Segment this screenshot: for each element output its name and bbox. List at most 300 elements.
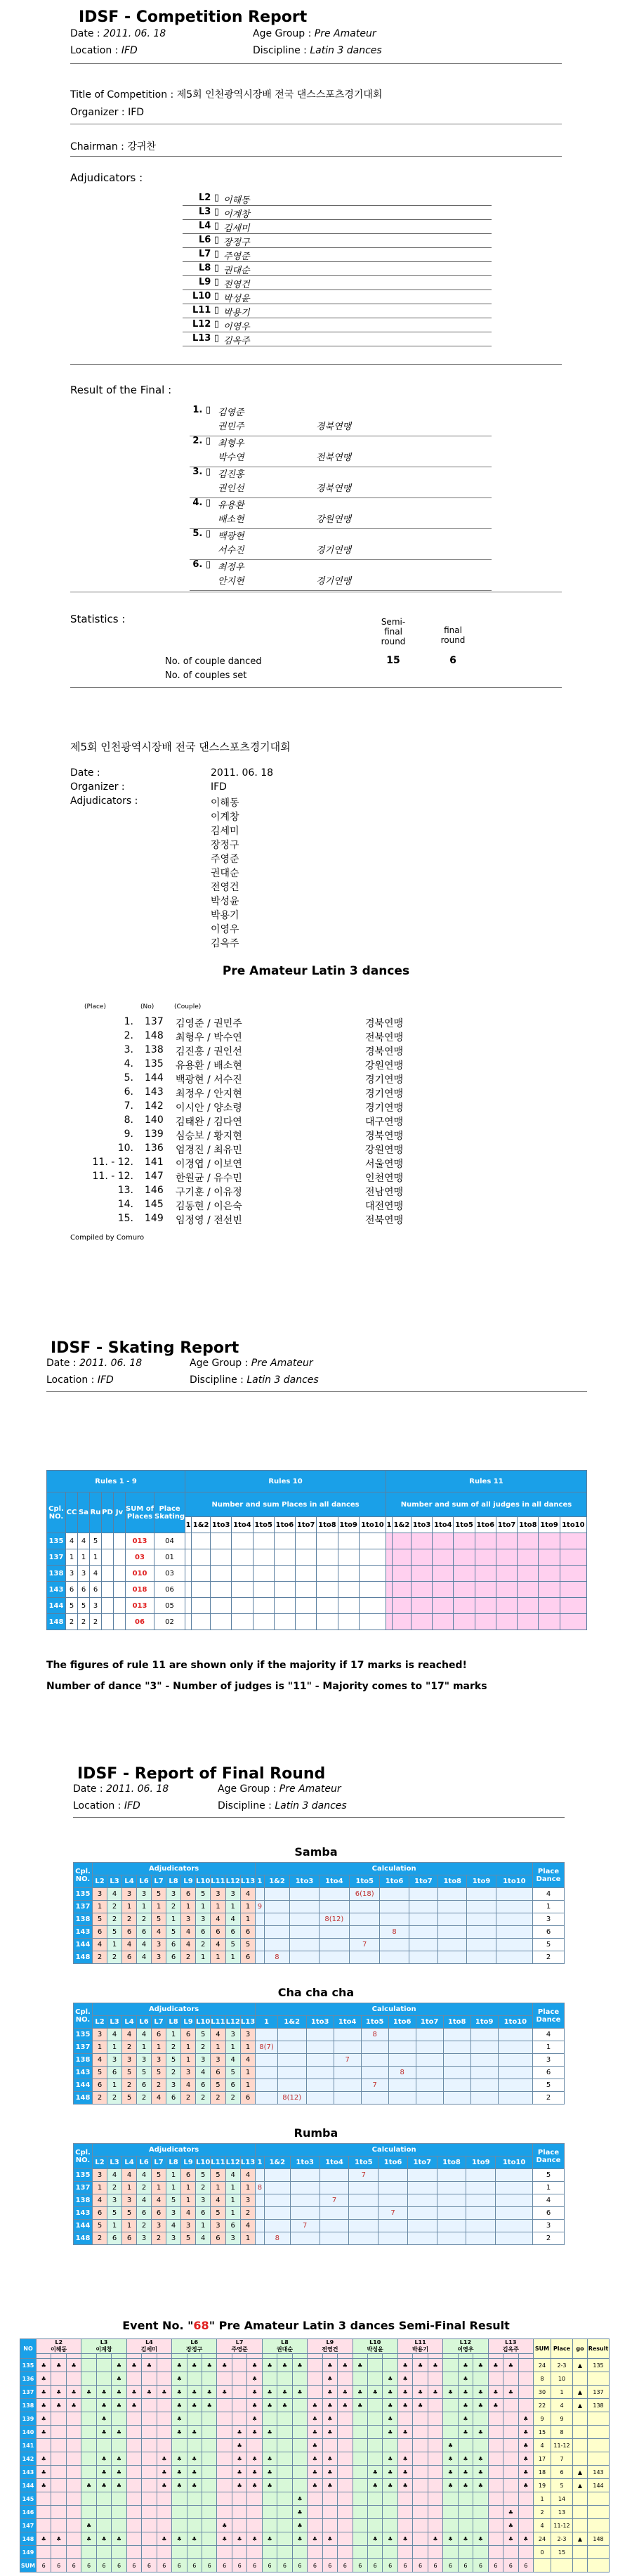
fr-age-label: Age Group : Pre Amateur — [218, 1783, 341, 1795]
judge-mark — [96, 2492, 111, 2506]
judge-mark: 6 — [211, 2232, 225, 2245]
col-dance-sub — [66, 2354, 81, 2359]
judge-mark: 2 — [211, 2092, 225, 2105]
partner-1: 최정우 — [218, 562, 244, 573]
cpl-no: 137 — [47, 1549, 66, 1566]
judge-mark: 6 — [93, 2207, 107, 2220]
calc-cell — [467, 1901, 496, 1913]
calc-cell — [409, 1913, 437, 1926]
col-judge — [217, 2339, 262, 2354]
judge-mark — [126, 2546, 141, 2559]
judge-code: L4 — [145, 2339, 153, 2346]
judge-mark: 3 — [166, 2079, 181, 2092]
judge-mark: ♣ — [37, 2532, 51, 2546]
judge-mark — [322, 2546, 337, 2559]
judge-mark: ♣ — [262, 2452, 277, 2466]
judge-mark: 1 — [181, 2194, 196, 2207]
summary-adjudicators-label: Adjudicators : — [70, 795, 138, 807]
judge-mark — [66, 2492, 81, 2506]
col-calc: 1to9 — [467, 1875, 496, 1888]
rule10-cell — [317, 1614, 338, 1630]
judge-mark: ♣ — [187, 2386, 202, 2399]
judge-mark: ♣ — [458, 2452, 473, 2466]
sf-row — [20, 2479, 610, 2492]
calc-cell — [498, 2029, 532, 2041]
judge-mark: 3 — [196, 2194, 211, 2207]
judge-mark: 6 — [225, 1926, 240, 1939]
col-range: 1to5 — [454, 1517, 475, 1533]
judge-mark — [413, 2412, 428, 2426]
judge-mark: ♣ — [458, 2532, 473, 2546]
judge-mark: ♣ — [322, 2479, 337, 2492]
place-dance: 4 — [533, 2029, 565, 2041]
divider — [70, 156, 562, 157]
skating-row — [47, 1598, 587, 1614]
judge-mark: ♣ — [473, 2359, 488, 2372]
empty-cell — [588, 2559, 610, 2572]
calc-cell — [437, 2220, 466, 2232]
col-dance-sub — [413, 2354, 428, 2359]
judge-mark: 2 — [181, 1951, 196, 1964]
rule11-cell — [433, 1582, 454, 1598]
judge-mark: ♣ — [66, 2399, 81, 2412]
judge-mark — [202, 2439, 216, 2452]
judge-mark — [518, 2372, 534, 2386]
col-adjudicators: Adjudicators — [93, 1863, 256, 1875]
judge-mark: ♣ — [247, 2426, 262, 2439]
calc-cell — [264, 2194, 290, 2207]
place-dance: 5 — [533, 2169, 565, 2182]
judge-mark — [96, 2519, 111, 2532]
judge-mark — [428, 2466, 442, 2479]
col-judge: L11 — [211, 2157, 225, 2169]
calc-cell — [290, 2169, 320, 2182]
calc-cell — [256, 1926, 264, 1939]
calc-cell — [380, 1913, 409, 1926]
rule10-cell — [338, 1566, 359, 1582]
judge-mark — [308, 2492, 322, 2506]
judge-name: 김세미 — [140, 2346, 157, 2353]
col-judge: L4 — [122, 2157, 137, 2169]
skating-report-title: IDSF - Skating Report — [51, 1339, 239, 1357]
judge-mark — [202, 2546, 216, 2559]
judge-mark — [112, 2546, 126, 2559]
col-judge — [308, 2339, 353, 2354]
calc-cell: 8(7) — [256, 2041, 278, 2054]
judge-mark — [112, 2506, 126, 2519]
judge-code: L12 — [459, 2339, 472, 2346]
judge-mark: 2 — [196, 1939, 211, 1951]
judge-mark — [458, 2519, 473, 2532]
judge-mark: 6 — [225, 2079, 240, 2092]
calc-cell — [264, 1888, 290, 1901]
col-judge — [172, 2339, 217, 2354]
judge-mark — [397, 2506, 412, 2519]
col-dance-sub — [308, 2354, 322, 2359]
judge-mark: 5 — [166, 1926, 181, 1939]
rule10-cell — [317, 1533, 338, 1549]
judge-mark: 4 — [211, 1913, 225, 1926]
dance-title: Samba — [294, 1845, 338, 1859]
judge-mark — [126, 2506, 141, 2519]
judge-mark — [126, 2412, 141, 2426]
place-dance: 6 — [533, 2067, 565, 2079]
rule11-cell — [393, 1614, 412, 1630]
col-dance-sub — [338, 2354, 353, 2359]
calc-cell — [361, 2041, 388, 2054]
judge-mark — [96, 2372, 111, 2386]
judge-mark: ♣ — [397, 2479, 412, 2492]
judge-mark: 3 — [122, 1888, 137, 1901]
calc-cell — [443, 2029, 470, 2041]
cpl-no: 148 — [74, 1951, 93, 1964]
rule11-cell — [475, 1549, 496, 1566]
judge-mark: ♣ — [443, 2439, 458, 2452]
judge-mark — [383, 2519, 397, 2532]
judge-mark: 5 — [152, 1888, 166, 1901]
judge-mark: ♣ — [488, 2386, 503, 2399]
col-calc: 1to10 — [498, 2016, 532, 2029]
judge-mark — [308, 2506, 322, 2519]
result-couple: 이시안 / 양소령 — [176, 1102, 242, 1114]
adjudicator-row — [183, 263, 492, 276]
judge-mark: 3 — [240, 2029, 255, 2041]
judge-mark: ♣ — [112, 2466, 126, 2479]
dance-place — [102, 1566, 114, 1582]
judge-mark: ♣ — [458, 2466, 473, 2479]
judge-mark: 1 — [107, 2079, 122, 2092]
judge-mark — [247, 2506, 262, 2519]
judge-mark: 5 — [240, 1939, 255, 1951]
judge-mark — [142, 2532, 157, 2546]
summary-adjudicator: 전영건 — [211, 882, 239, 893]
sk-date-label: Date : 2011. 06. 18 — [46, 1358, 143, 1369]
judge-mark: 6 — [196, 2207, 211, 2220]
rule10-cell — [232, 1598, 253, 1614]
judge-mark — [66, 2506, 81, 2519]
judge-mark: ♣ — [383, 2532, 397, 2546]
column-sum: 6 — [338, 2559, 353, 2572]
judge-mark: 3 — [107, 2054, 122, 2067]
col-dance-sub — [187, 2354, 202, 2359]
rule11-cell — [433, 1566, 454, 1582]
calc-cell — [470, 2029, 498, 2041]
adjudicator-name: 김옥주 — [223, 336, 250, 346]
sf-row — [20, 2506, 610, 2519]
competition-report-title: IDSF - Competition Report — [79, 8, 308, 26]
calc-cell — [277, 2067, 306, 2079]
calc-cell — [409, 1939, 437, 1951]
rule11-cell — [539, 1614, 560, 1630]
skating-row — [47, 1533, 587, 1549]
judge-mark: ♣ — [262, 2466, 277, 2479]
place-skating: 06 — [154, 1582, 185, 1598]
judge-mark — [353, 2452, 367, 2466]
judge-mark: ♣ — [397, 2452, 412, 2466]
judge-mark: ♣ — [157, 2452, 171, 2466]
judge-mark — [157, 2399, 171, 2412]
club: 경북연맹 — [316, 483, 352, 494]
judge-mark — [81, 2412, 96, 2426]
rule11-cell — [496, 1549, 517, 1566]
col-calc: 1to3 — [290, 1875, 319, 1888]
col-dance-sub — [262, 2354, 277, 2359]
calc-cell — [388, 2041, 416, 2054]
rule10-cell — [338, 1533, 359, 1549]
summary-adjudicator: 이계창 — [211, 812, 239, 823]
judge-mark — [488, 2426, 503, 2439]
col-calc: 1&2 — [264, 1875, 290, 1888]
judge-mark — [81, 2372, 96, 2386]
judge-mark: 3 — [166, 2232, 181, 2245]
judge-mark: ♣ — [157, 2479, 171, 2492]
judge-mark — [428, 2506, 442, 2519]
rule11-cell — [560, 1614, 586, 1630]
judge-mark — [66, 2439, 81, 2452]
rule10-cell — [359, 1566, 386, 1582]
judge-mark — [503, 2372, 518, 2386]
rule11-cell — [518, 1549, 539, 1566]
judge-mark — [96, 2439, 111, 2452]
column-sum: 6 — [353, 2559, 367, 2572]
judge-mark: 4 — [93, 1939, 107, 1951]
calc-cell — [350, 1926, 380, 1939]
judge-mark: ♣ — [172, 2479, 187, 2492]
row-go — [573, 2546, 588, 2559]
sf-row — [20, 2439, 610, 2452]
rules-11-header: Rules 11 — [386, 1471, 586, 1492]
calc-cell — [388, 2029, 416, 2041]
calc-cell — [256, 2092, 278, 2105]
judge-mark: ♣ — [232, 2479, 246, 2492]
judge-mark — [232, 2546, 246, 2559]
stat-row-danced-label: No. of couple danced — [165, 656, 262, 667]
judge-mark: ♣ — [397, 2386, 412, 2399]
judge-mark — [262, 2372, 277, 2386]
col-dance-sub — [383, 2354, 397, 2359]
dance-place: 5 — [90, 1533, 102, 1549]
judge-mark — [473, 2546, 488, 2559]
rule11-cell — [393, 1582, 412, 1598]
col-dance-sub — [157, 2354, 171, 2359]
fr-subheader-row — [74, 2016, 565, 2029]
calc-cell: 7 — [378, 2207, 408, 2220]
col-range: 1&2 — [393, 1517, 412, 1533]
judge-mark — [142, 2426, 157, 2439]
col-calc: 1to7 — [409, 1875, 437, 1888]
judge-mark — [232, 2359, 246, 2372]
dance-place — [102, 1549, 114, 1566]
final-place: 6. ▯ — [192, 559, 211, 570]
calc-cell — [437, 2194, 466, 2207]
judge-mark — [172, 2519, 187, 2532]
judge-mark: 1 — [240, 2232, 255, 2245]
judge-mark: 4 — [225, 2169, 240, 2182]
judge-mark — [262, 2492, 277, 2506]
rule10-cell — [359, 1549, 386, 1566]
judge-mark — [217, 2466, 232, 2479]
judge-mark: 1 — [181, 2182, 196, 2194]
judge-mark — [81, 2546, 96, 2559]
dance-place: 2 — [66, 1614, 78, 1630]
col-calc: 1to8 — [437, 2157, 466, 2169]
dance-place — [114, 1549, 126, 1566]
judge-mark — [397, 2439, 412, 2452]
place-dance: 1 — [533, 2041, 565, 2054]
row-result: 135 — [588, 2359, 610, 2372]
adjudicator-row — [183, 193, 492, 206]
judge-mark: 3 — [225, 1888, 240, 1901]
col-calc: 1 — [256, 2157, 265, 2169]
col-judge: L4 — [122, 1875, 137, 1888]
cpl-no: 135 — [20, 2359, 37, 2372]
judge-mark: 2 — [225, 2092, 240, 2105]
judge-mark: 6 — [181, 2169, 196, 2182]
judge-mark: ♣ — [458, 2426, 473, 2439]
col-calc: 1to9 — [470, 2016, 498, 2029]
calc-cell — [290, 1926, 319, 1939]
judge-mark — [322, 2439, 337, 2452]
rule11-cell — [411, 1582, 432, 1598]
judge-mark: 2 — [122, 2079, 137, 2092]
rule11-cell — [454, 1614, 475, 1630]
judge-mark — [383, 2506, 397, 2519]
judge-mark: 4 — [166, 2220, 181, 2232]
judge-mark: 4 — [93, 2054, 107, 2067]
col-judge: L11 — [211, 2016, 225, 2029]
result-club: 강원연맹 — [365, 1060, 404, 1072]
adjudicator-name: 전영건 — [223, 280, 250, 290]
rule10-cell — [274, 1566, 295, 1582]
col-judge — [488, 2339, 533, 2354]
adjudicator-code: L13 ▯ — [192, 333, 219, 344]
judge-mark — [66, 2372, 81, 2386]
judge-mark — [413, 2546, 428, 2559]
rule11-cell — [393, 1533, 412, 1549]
judge-mark: 3 — [196, 2054, 211, 2067]
calc-cell — [407, 2169, 437, 2182]
calc-cell — [290, 2207, 320, 2220]
rule11-cell — [539, 1582, 560, 1598]
result-place: 10. — [117, 1143, 133, 1154]
rule10-cell — [317, 1566, 338, 1582]
judge-name: 권대순 — [276, 2346, 294, 2353]
judge-mark — [277, 2546, 292, 2559]
judge-mark — [338, 2412, 353, 2426]
judge-mark — [338, 2546, 353, 2559]
judge-mark: 4 — [240, 2169, 255, 2182]
adjudicator-code: L4 ▯ — [198, 221, 219, 231]
row-result: 148 — [588, 2532, 610, 2546]
adjudicator-code: L7 ▯ — [198, 249, 219, 259]
row-go — [573, 2412, 588, 2426]
row-result — [588, 2439, 610, 2452]
calc-cell — [407, 2194, 437, 2207]
row-go — [573, 2372, 588, 2386]
col-calc: 1 — [256, 1875, 264, 1888]
dance-place: 1 — [66, 1549, 78, 1566]
col-calc: 1to5 — [350, 1875, 380, 1888]
col-cpl-no: Cpl. NO. — [74, 2144, 93, 2169]
judge-mark: ♣ — [383, 2452, 397, 2466]
judge-mark: ♣ — [322, 2532, 337, 2546]
row-place: 4 — [551, 2399, 573, 2412]
fr-header-row — [74, 2003, 565, 2016]
rule11-cell — [475, 1614, 496, 1630]
judge-name: 장정구 — [186, 2346, 203, 2353]
judge-mark — [66, 2426, 81, 2439]
judge-mark: ♣ — [81, 2386, 96, 2399]
judge-mark — [217, 2479, 232, 2492]
col-sum: SUM — [534, 2339, 551, 2359]
col-judge: L13 — [240, 2016, 255, 2029]
judge-mark: ♣ — [202, 2359, 216, 2372]
rule10-cell — [338, 1549, 359, 1566]
judge-mark: ♣ — [518, 2532, 534, 2546]
cpl-no: 144 — [74, 1939, 93, 1951]
row-go — [573, 2506, 588, 2519]
col-cpl-no: Cpl. NO. — [47, 1492, 66, 1533]
rule10-cell — [317, 1582, 338, 1598]
summary-adjudicator: 박성윤 — [211, 896, 239, 907]
col-judge: L3 — [107, 2016, 122, 2029]
col-dance-sub — [96, 2354, 111, 2359]
age-group-label: Age Group : Pre Amateur — [253, 28, 376, 39]
judge-mark — [338, 2452, 353, 2466]
col-range: 1 — [185, 1517, 192, 1533]
column-sum: 6 — [458, 2559, 473, 2572]
judge-mark: ♣ — [397, 2426, 412, 2439]
rule11-cell — [560, 1549, 586, 1566]
judge-mark: ♣ — [488, 2399, 503, 2412]
result-club: 경기연맹 — [365, 1102, 404, 1114]
rule10-cell — [274, 1614, 295, 1630]
fr-row — [74, 2194, 565, 2207]
judge-mark — [51, 2439, 66, 2452]
judge-mark: ♣ — [157, 2532, 171, 2546]
col-range: 1to5 — [253, 1517, 274, 1533]
adjudicator-row — [183, 291, 492, 304]
judge-mark — [367, 2506, 382, 2519]
row-result: 143 — [588, 2466, 610, 2479]
calc-cell: 9 — [256, 1901, 264, 1913]
calc-cell — [496, 2169, 533, 2182]
fr-row — [74, 2207, 565, 2220]
judge-mark: ♣ — [367, 2479, 382, 2492]
col-dance-sub — [37, 2354, 51, 2359]
judge-mark — [503, 2466, 518, 2479]
judge-mark — [503, 2399, 518, 2412]
fr-row — [74, 2182, 565, 2194]
judge-mark — [503, 2479, 518, 2492]
rule10-cell — [211, 1533, 232, 1549]
rule10-cell — [192, 1549, 211, 1566]
rule11-cell — [393, 1549, 412, 1566]
judge-mark: 4 — [137, 2169, 152, 2182]
judge-mark — [322, 2506, 337, 2519]
calc-cell: 8 — [380, 1926, 409, 1939]
judge-mark: ♣ — [383, 2386, 397, 2399]
judge-mark — [112, 2492, 126, 2506]
col-dance-sub — [217, 2354, 232, 2359]
col-calc: 1to7 — [416, 2016, 443, 2029]
judge-mark: ♣ — [232, 2532, 246, 2546]
judge-mark — [66, 2532, 81, 2546]
judge-mark: ♣ — [217, 2386, 232, 2399]
calc-cell — [496, 1951, 532, 1964]
judge-mark — [51, 2452, 66, 2466]
rules-10-sub: Number and sum Places in all dances — [185, 1492, 386, 1517]
